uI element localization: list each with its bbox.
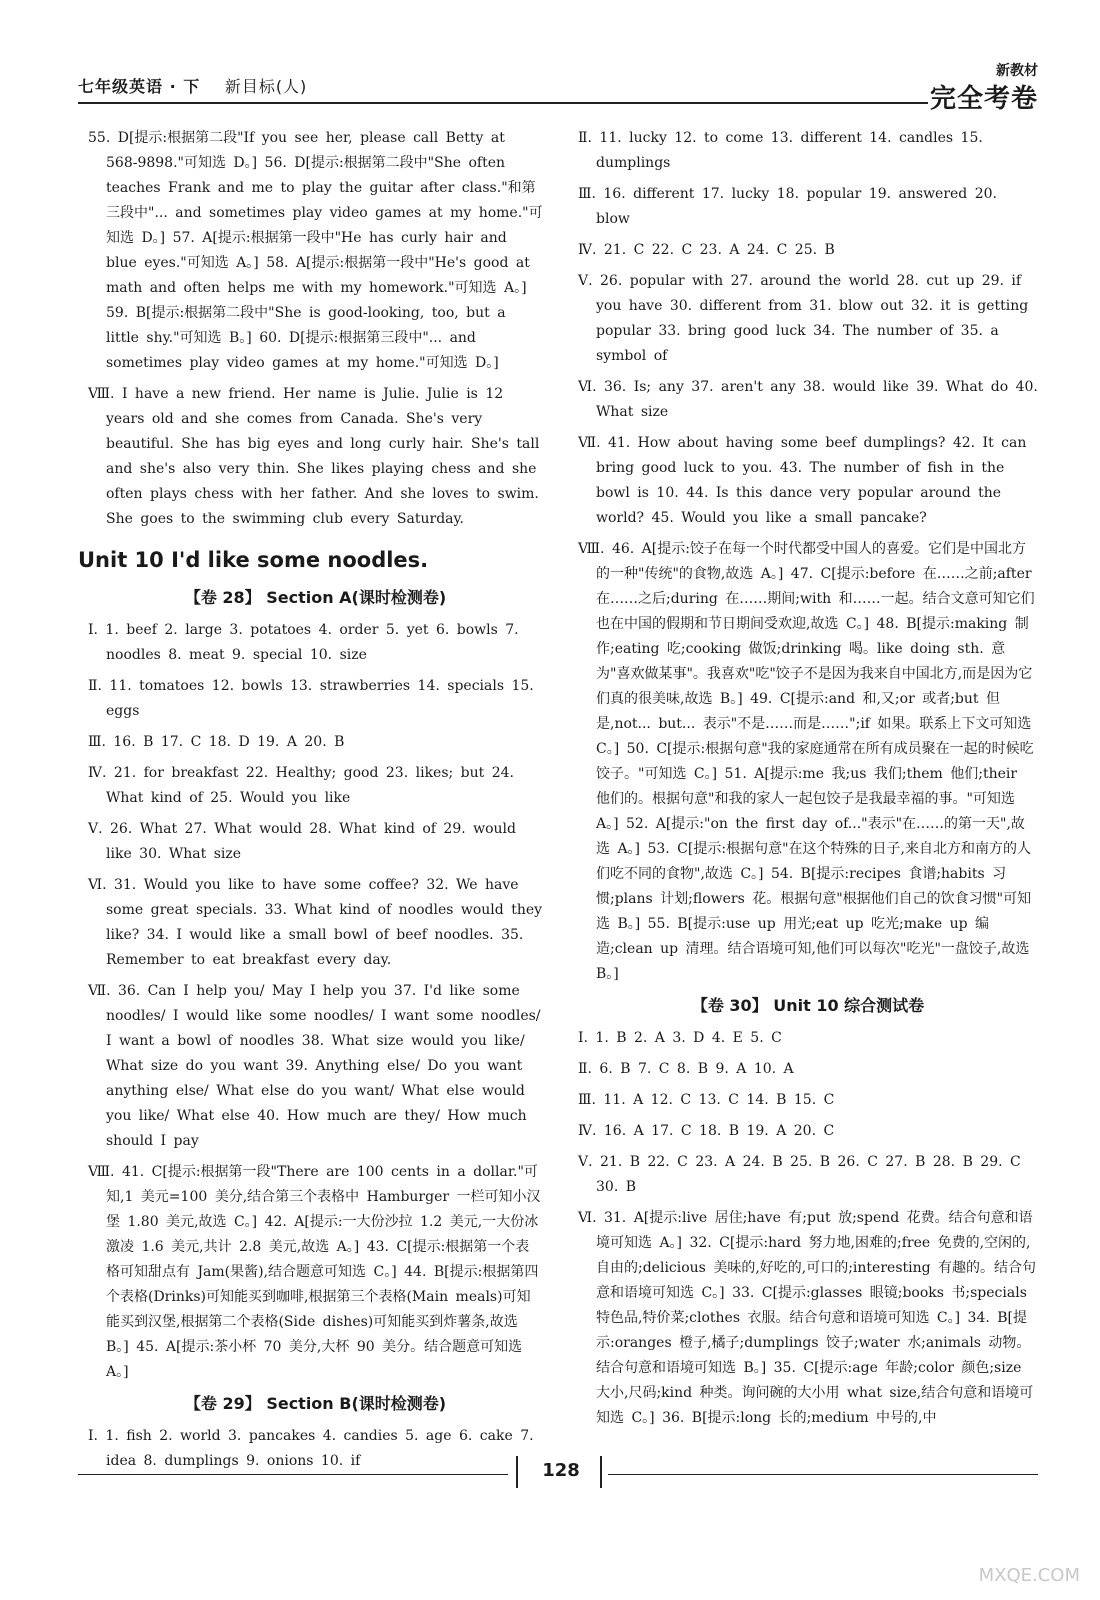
answer-block: Ⅳ. 21. C 22. C 23. A 24. C 25. B (578, 242, 835, 258)
answer-block: Ⅷ. 41. C[提示:根据第一段"There are 100 cents in a dollar."可知,1 美元=100 美分,结合第三个表格中 Hamburger 一栏可知小汉堡 1.80 美元,故选 C。] 42. A[提示:一大份沙拉 1.2 美元,一大份冰激凌 1.6 美元,共计 2.8 美元,故选 A。] 43. C[提示:根据第一个表格可知甜点有 Jam(果酱),结合题意可知选 C。] 44. B[提示:根据第四个表格(Drinks)可知能买到咖啡,根据第三个表格(Main meals)可知能买到汉堡,根据第二个表格(Side dishes)可知能买到炸薯条,故选 B。] 45. A[提示:茶小杯 70 美分,大杯 90 美分。结合题意可知选 A。] (88, 1164, 541, 1380)
answer-block: Ⅰ. 1. fish 2. world 3. pancakes 4. candies 5. age 6. cake 7. idea 8. dumplings 9. onions 10. if (88, 1428, 534, 1469)
answer-block: Ⅷ. I have a new friend. Her name is Julie. Julie is 12 years old and she comes from Canada. She's very beautiful. She has big eyes and long curly hair. She's tall and she's also very thin. She likes playing chess and she often plays chess with her father. And she loves to swim. She goes to the swimming club every Saturday. (88, 386, 540, 527)
answer-block: Ⅶ. 36. Can I help you/ May I help you 37. I'd like some noodles/ I would like some noodles/ I want some noodles/ I want a bowl of noodles 38. What size would you like/ What size do you want 39. Anything else/ Do you want anything else/ What else do you want/ What else would you like/ What else 40. How much are they/ How much should I pay (88, 983, 541, 1149)
answer-block: Ⅵ. 36. Is; any 37. aren't any 38. would like 39. What do 40. What size (578, 379, 1038, 420)
answer-block: Ⅲ. 16. different 17. lucky 18. popular 19. answered 20. blow (578, 186, 997, 227)
right-column (578, 126, 1038, 1437)
unit-title: Unit 10 I'd like some noodles. (78, 548, 429, 572)
answer-block: Ⅱ. 11. lucky 12. to come 13. different 14. candles 15. dumplings (578, 130, 983, 171)
footer-rule (608, 1474, 1038, 1475)
book-title (78, 74, 307, 97)
header-rule (78, 102, 928, 104)
left-column (78, 126, 543, 1480)
answer-block: 55. D[提示:根据第二段"If you see her, please call Betty at 568-9898."可知选 D。] 56. D[提示:根据第二段中"She often teaches Frank and me to play the guitar after class."和第三段中"... and sometimes play video games at my home."可知选 D。] 57. A[提示:根据第一段中"He has curly hair and blue eyes."可知选 A。] 58. A[提示:根据第一段中"He's good at math and often helps me with my homework."可知选 A。] 59. B[提示:根据第二段中"She is good-looking, too, but a little shy."可知选 B。] 60. D[提示:根据第三段中"... and sometimes play video games at my home."可知选 D。] (88, 130, 543, 371)
book-name: 七年级英语 · 下 (78, 77, 201, 96)
logo-title: 完全考卷 (929, 84, 1038, 114)
answer-block: Ⅰ. 1. beef 2. large 3. potatoes 4. order 5. yet 6. bowls 7. noodles 8. meat 9. special 10. size (88, 622, 519, 663)
answer-block: Ⅰ. 1. B 2. A 3. D 4. E 5. C (578, 1030, 782, 1046)
answer-block: Ⅳ. 16. A 17. C 18. B 19. A 20. C (578, 1123, 835, 1139)
page-header (78, 60, 1038, 120)
page-number: 128 (542, 1460, 580, 1481)
answer-block: Ⅵ. 31. Would you like to have some coffee? 32. We have some great specials. 33. What kind of noodles would they like? 34. I would like a small bowl of beef noodles. 35. Remember to eat breakfast every day. (88, 877, 543, 968)
answer-block: Ⅷ. 46. A[提示:饺子在每一个时代都受中国人的喜爱。它们是中国北方的一种"传统"的食物,故选 A。] 47. C[提示:before 在……之前;after 在……之后;during 在……期间;with 和……一起。结合文意可知它们也在中国的假期和节日期间受欢迎,故选 C。] 48. B[提示:making 制作;eating 吃;cooking 做饭;drinking 喝。like doing sth. 意为"喜欢做某事"。我喜欢"吃"饺子不是因为我来自中国北方,而是因为它们真的很美味,故选 B。] 49. C[提示:and 和,又;or 或者;but 但是,not... but... 表示"不是……而是……";if 如果。联系上下文可知选 C。] 50. C[提示:根据句意"我的家庭通常在所有成员聚在一起的时候吃饺子。"可知选 C。] 51. A[提示:me 我;us 我们;them 他们;their 他们的。根据句意"和我的家人一起包饺子是我最幸福的事。"可知选 A。] 52. A[提示:"on the first day of..."表示"在……的第一天",故选 A。] 53. C[提示:根据句意"在这个特殊的日子,来自北方和南方的人们吃不同的食物",故选 C。] 54. B[提示:recipes 食谱;habits 习惯;plans 计划;flowers 花。根据句意"根据他们自己的饮食习惯"可知选 B。] 55. B[提示:use up 用光;eat up 吃光;make up 编造;clean up 清理。结合语境可知,他们可以每次"吃光"一盘饺子,故选 B。] (578, 541, 1035, 982)
section-heading: 【卷 30】 Unit 10 综合测试卷 (691, 996, 925, 1015)
answer-block: Ⅲ. 11. A 12. C 13. C 14. B 15. C (578, 1092, 835, 1108)
footer-bar (600, 1456, 602, 1488)
footer-rule (78, 1474, 508, 1475)
curriculum-standard: 新目标(人) (224, 77, 308, 96)
answer-block: Ⅲ. 16. B 17. C 18. D 19. A 20. B (88, 734, 345, 750)
answer-block: Ⅴ. 26. popular with 27. around the world 28. cut up 29. if you have 30. different from 31. blow out 32. it is getting popular 33. bring good luck 34. The number of 35. a symbol of (578, 273, 1029, 364)
page-footer (78, 1452, 1038, 1492)
section-heading: 【卷 28】 Section A(课时检测卷) (184, 588, 447, 607)
section-heading: 【卷 29】 Section B(课时检测卷) (184, 1394, 447, 1413)
logo-subtitle: 新教材 (996, 63, 1038, 79)
watermark: MXQE.COM (978, 1565, 1080, 1586)
footer-bar (516, 1456, 518, 1488)
answer-block: Ⅶ. 41. How about having some beef dumplings? 42. It can bring good luck to you. 43. The number of fish in the bowl is 10. 44. Is this dance very popular around the world? 45. Would you like a small pancake? (578, 435, 1027, 526)
answer-block: Ⅵ. 31. A[提示:live 居住;have 有;put 放;spend 花费。结合句意和语境可知选 A。] 32. C[提示:hard 努力地,困难的;free 免费的,空闲的,自由的;delicious 美味的,好吃的,可口的;interesting 有趣的。结合句意和语境可知选 C。] 33. C[提示:glasses 眼镜;books 书;specials 特色品,特价菜;clothes 衣服。结合句意和语境可知选 C。] 34. B[提示:oranges 橙子,橘子;dumplings 饺子;water 水;animals 动物。结合句意和语境可知选 B。] 35. C[提示:age 年龄;color 颜色;size 大小,尺码;kind 种类。询问碗的大小用 what size,结合句意和语境可知选 C。] 36. B[提示:long 长的;medium 中号的,中 (578, 1210, 1037, 1426)
answer-block: Ⅱ. 6. B 7. C 8. B 9. A 10. A (578, 1061, 794, 1077)
answer-block: Ⅳ. 21. for breakfast 22. Healthy; good 23. likes; but 24. What kind of 25. Would you like (88, 765, 515, 806)
answer-block: Ⅴ. 21. B 22. C 23. A 24. B 25. B 26. C 27. B 28. B 29. C 30. B (578, 1154, 1021, 1195)
answer-block: Ⅴ. 26. What 27. What would 28. What kind of 29. would like 30. What size (88, 821, 516, 862)
answer-block: Ⅱ. 11. tomatoes 12. bowls 13. strawberries 14. specials 15. eggs (88, 678, 534, 719)
